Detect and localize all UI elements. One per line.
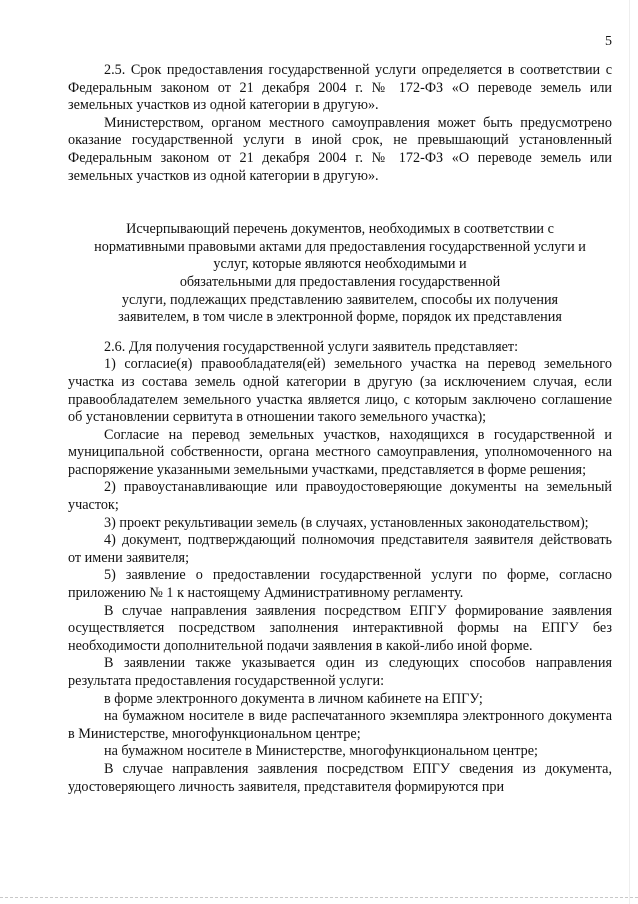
scan-edge-bottom — [0, 897, 638, 898]
list-item-5: 5) заявление о предоставлении государственной услуги по форме, согласно приложению № 1 к настоящему Административному регламенту. — [68, 567, 612, 602]
document-body — [68, 62, 612, 796]
heading-line: услуги, подлежащих представлению заявителем, способы их получения — [121, 291, 559, 308]
scan-edge-right — [629, 0, 630, 904]
method-printed-copy: на бумажном носителе в виде распечатанного экземпляра электронного документа в Министерстве, многофункциональном центре; — [68, 708, 612, 742]
list-item-3: 3) проект рекультивации земель (в случаях, установленных законодательством); — [104, 514, 589, 531]
paragraph-2-5-term: Министерством, органом местного самоуправления может быть предусмотрено оказание государственной услуги в иной срок, не превышающий установленный Федеральным законом от 21 декабря 2004 г. № 172-ФЗ «О переводе земель или земельных участков из одной категории в другую». — [68, 114, 612, 184]
paragraph-identity-data: В случае направления заявления посредством ЕПГУ сведения из документа, удостоверяющего личность заявителя, представителя формируются при — [68, 760, 612, 795]
list-item-1: 1) согласие(я) правообладателя(ей) земельного участка на перевод земельного участка из состава земель одной категории в другую (за исключением случая, если правообладателем земельного участка является лицо, с которым заключено соглашение об установлении сервитута в отношении такого земельного участка); — [68, 356, 612, 426]
heading-line: Исчерпывающий перечень документов, необходимых в соответствии с — [126, 221, 554, 238]
paragraph-2-6: 2.6. Для получения государственной услуги заявитель представляет: — [104, 338, 519, 355]
method-electronic: в форме электронного документа в личном кабинете на ЕПГУ; — [104, 690, 483, 707]
heading-line: услуг, которые являются необходимыми и — [213, 256, 467, 273]
heading-line: заявителем, в том числе в электронной форме, порядок их представления — [118, 309, 562, 326]
method-paper: на бумажном носителе в Министерстве, многофункциональном центре; — [104, 743, 538, 760]
paragraph-epgu-form: В случае направления заявления посредством ЕПГУ формирование заявления осуществляется посредством заполнения интерактивной формы на ЕПГУ без необходимости дополнительной подачи заявления в какой-либо иной форме. — [68, 602, 612, 654]
section-heading — [68, 221, 612, 327]
paragraph-result-methods: В заявлении также указывается один из следующих способов направления результата предоставления государственной услуги: — [68, 655, 612, 689]
page-number: 5 — [605, 34, 612, 49]
list-item-2: 2) правоустанавливающие или правоудостоверяющие документы на земельный участок; — [68, 479, 612, 514]
paragraph-consent: Согласие на перевод земельных участков, находящихся в государственной и муниципальной собственности, органа местного самоуправления, уполномоченного на распоряжение указанными земельными участками, представляется в форме решения; — [68, 426, 612, 478]
list-item-4: 4) документ, подтверждающий полномочия представителя заявителя действовать от имени заявителя; — [68, 532, 612, 566]
heading-line: обязательными для предоставления государственной — [179, 273, 501, 290]
paragraph-2-5: 2.5. Срок предоставления государственной услуги определяется в соответствии с Федеральным законом от 21 декабря 2004 г. № 172-ФЗ «О переводе земель или земельных участков из одной категории в другую». — [68, 62, 612, 114]
heading-line: нормативными правовыми актами для предоставления государственной услуги и — [94, 238, 586, 255]
